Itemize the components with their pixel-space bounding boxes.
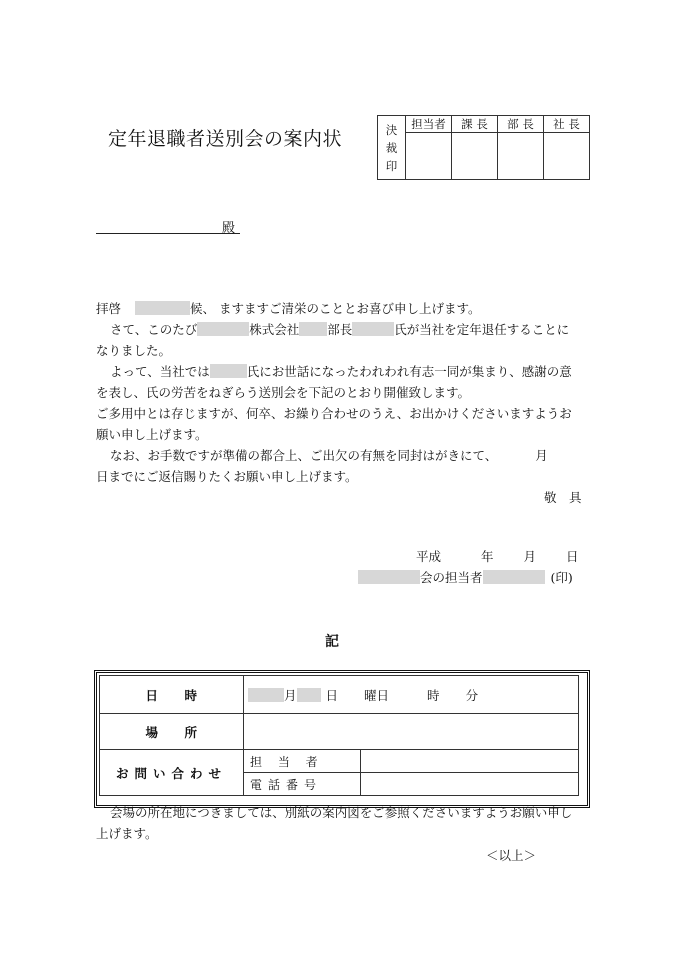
department-blank[interactable] xyxy=(299,322,327,336)
letter-line-4 xyxy=(110,361,572,382)
date-era: 平成 xyxy=(416,549,442,564)
letter-text: 氏が当社を定年退任することに xyxy=(394,322,570,337)
addressee-line[interactable] xyxy=(96,220,240,234)
approval-stamp-box[interactable] xyxy=(498,133,544,180)
contact-phone-field[interactable] xyxy=(361,773,579,796)
datetime-minute: 分 xyxy=(465,687,479,703)
datetime-field[interactable] xyxy=(244,676,579,714)
datetime-weekday: 曜日 xyxy=(364,687,390,703)
letter-text: 氏にお世話になったわれわれ有志一同が集まり、感謝の意 xyxy=(246,364,572,379)
day-blank[interactable] xyxy=(297,688,321,702)
date-month: 月 xyxy=(523,549,537,564)
letter-line-6: ご多用中とは存じますが、何卒、お繰り合わせのうえ、お出かけくださいますようお xyxy=(96,406,572,421)
footer-note-line-1: 会場の所在地につきましては、別紙の案内図をご参照くださいますようお願い申し xyxy=(110,805,573,820)
approval-stamp-box[interactable] xyxy=(452,133,498,180)
letter-line-8 xyxy=(110,445,548,466)
sender-role: 会の担当者 xyxy=(420,570,483,585)
page-title: 定年退職者送別会の案内状 xyxy=(108,128,343,150)
letter-line-5: を表し、氏の労苦をねぎらう送別会を下記のとおり開催致します。 xyxy=(96,385,471,400)
reply-month: 月 xyxy=(535,448,548,463)
retiree-name-blank[interactable] xyxy=(352,322,394,336)
letter-opening: 拝啓 xyxy=(96,301,122,316)
greeting-word: 候、 xyxy=(190,301,216,316)
season-blank[interactable] xyxy=(135,301,190,315)
letter-text: よって、当社では xyxy=(110,364,210,379)
details-table xyxy=(99,675,579,796)
end-mark: ＜以上＞ xyxy=(486,848,537,863)
date-year: 年 xyxy=(481,549,494,564)
approval-header-section-chief: 課 長 xyxy=(452,116,498,133)
approval-side-label-text: 決裁印 xyxy=(385,122,398,173)
approval-header-department-head: 部 長 xyxy=(498,116,544,133)
letter-line-2 xyxy=(110,319,569,340)
footer-note-line-2: 上げます。 xyxy=(96,826,158,841)
letter-text: 株式会社 xyxy=(249,322,300,337)
company-name-blank[interactable] xyxy=(197,322,249,336)
datetime-label: 日 時 xyxy=(100,676,244,714)
letter-line-1 xyxy=(96,298,481,319)
date-line xyxy=(416,546,579,567)
contact-person-label: 担 当 者 xyxy=(244,750,361,773)
contact-phone-label: 電話番号 xyxy=(244,773,361,796)
contact-person-field[interactable] xyxy=(361,750,579,773)
approval-stamp-box[interactable] xyxy=(406,133,452,180)
approval-header-staff: 担当者 xyxy=(406,116,452,133)
approval-stamp-box[interactable] xyxy=(544,133,590,180)
sender-name-blank[interactable] xyxy=(483,570,545,584)
datetime-month: 月 xyxy=(284,687,297,703)
letter-line-7: 願い申し上げます。 xyxy=(96,427,208,442)
letter-line-3: なりました。 xyxy=(96,343,172,358)
event-name-blank[interactable] xyxy=(358,570,420,584)
greeting-rest: ますますご清栄のこととお喜び申し上げます。 xyxy=(219,301,481,316)
approval-side-label xyxy=(378,116,406,180)
letter-text: なお、お手数ですが準備の都合上、ご出欠の有無を同封はがきにて、 xyxy=(110,448,498,463)
approval-header-president: 社 長 xyxy=(544,116,590,133)
datetime-day: 日 xyxy=(325,687,339,703)
place-label: 場 所 xyxy=(100,714,244,750)
letter-closing: 敬 具 xyxy=(544,490,582,505)
date-day: 日 xyxy=(566,549,579,564)
ki-heading: 記 xyxy=(325,634,339,650)
contact-label: お問い合わせ xyxy=(100,750,244,796)
letter-text: さて、このたび xyxy=(110,322,198,337)
seal-mark: (印) xyxy=(550,570,573,585)
place-field[interactable] xyxy=(244,714,579,750)
letter-text: 部長 xyxy=(327,322,353,337)
addressee-honorific: 殿 xyxy=(222,221,236,236)
month-blank[interactable] xyxy=(248,688,284,702)
approval-stamp-table xyxy=(377,115,590,180)
sender-line xyxy=(358,567,573,588)
datetime-hour: 時 xyxy=(427,687,440,703)
letter-line-9: 日までにご返信賜りたくお願い申し上げます。 xyxy=(96,469,358,484)
retiree-name-blank-2[interactable] xyxy=(210,364,247,378)
